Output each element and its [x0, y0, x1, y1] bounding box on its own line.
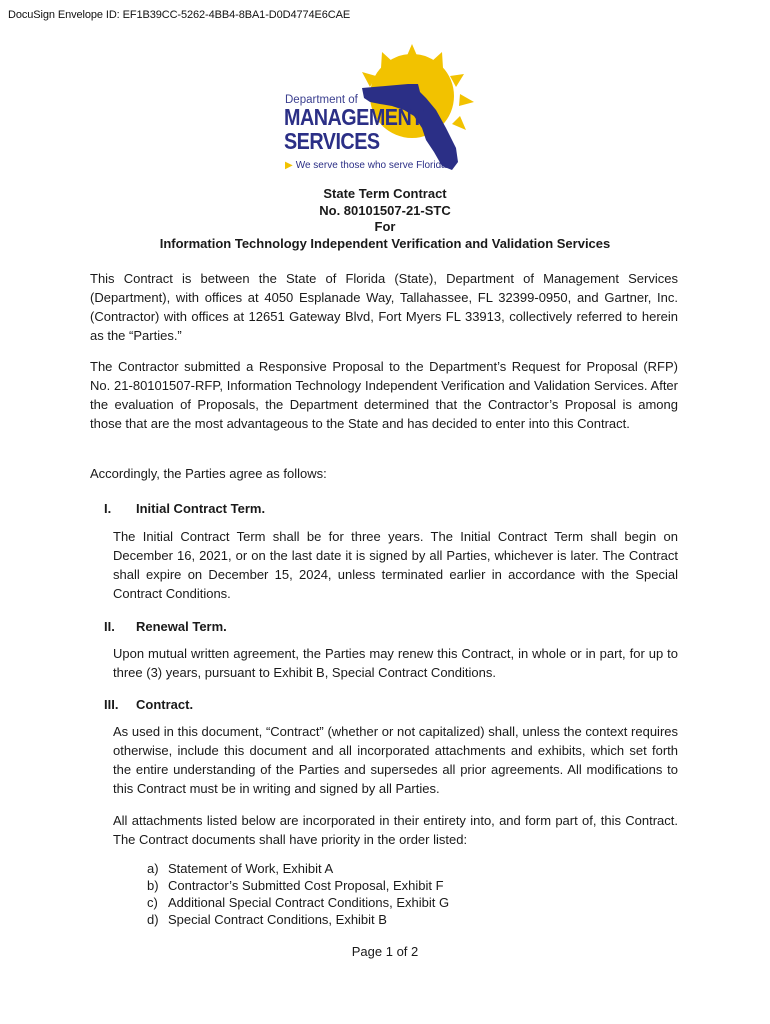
proposal-paragraph: The Contractor submitted a Responsive Proposal to the Department’s Request for Proposal (RFP) No. 21-80101507-RFP, Information Technology Independent Verification and Validation Services. After the evaluation of Proposals, the Department determined that the Contractor’s Proposal is among those that are the most advantageous to the State and has decided to enter into this Contract.: [90, 359, 678, 431]
play-arrow-icon: ▶: [285, 160, 293, 171]
section-2-number: II.: [104, 619, 115, 634]
section-1-body: The Initial Contract Term shall be for three years. The Initial Contract Term shall begin on December 16, 2021, or on the last date it is signed by all Parties, whichever is later. The Contract shall expire on December 15, 2024, unless terminated earlier in accordance with the Special Contract Conditions.: [113, 529, 678, 601]
section-2-title: Renewal Term.: [136, 619, 227, 634]
logo-dept-text: Department of: [285, 94, 358, 106]
logo-management-text: MANAGEMENT: [284, 104, 423, 130]
title-line-3: For: [374, 219, 396, 234]
list-item-text: Statement of Work, Exhibit A: [168, 861, 334, 876]
section-3-body-2: All attachments listed below are incorporated in their entirety into, and form part of, this Contract. The Contract documents shall have priority in the order listed:: [113, 813, 678, 847]
docusign-envelope-id: DocuSign Envelope ID: EF1B39CC-5262-4BB4-8BA1-D0D4774E6CAE: [8, 9, 351, 21]
list-marker: d): [147, 912, 159, 927]
list-marker: b): [147, 878, 159, 893]
list-item: [147, 894, 449, 911]
list-item-text: Additional Special Contract Conditions, Exhibit G: [168, 895, 450, 910]
list-marker: c): [147, 895, 158, 910]
title-line-2: No. 80101507-21-STC: [319, 202, 451, 218]
contract-title: [0, 186, 770, 252]
priority-list: [147, 860, 449, 928]
agreement-paragraph: Accordingly, the Parties agree as follows:: [90, 466, 327, 481]
section-3-body-1: As used in this document, “Contract” (whether or not capitalized) shall, unless the context requires otherwise, include this document and all incorporated attachments and exhibits, which set forth the entire understanding of the Parties and supersedes all prior agreements. All modifications to this Contract must be in writing and signed by all Parties.: [113, 724, 678, 796]
section-1-title: Initial Contract Term.: [136, 501, 266, 516]
logo-tagline-text: We serve those who serve Florida: [295, 160, 447, 171]
page-number: Page 1 of 2: [351, 944, 419, 959]
section-1-number: I.: [104, 501, 112, 516]
list-item-text: Special Contract Conditions, Exhibit B: [168, 912, 387, 927]
list-item: [147, 860, 449, 877]
list-item-text: Contractor’s Submitted Cost Proposal, Exhibit F: [168, 878, 444, 893]
logo-tagline: [285, 160, 447, 171]
logo-services-text: SERVICES: [284, 128, 380, 154]
section-3-title: Contract.: [136, 697, 194, 712]
title-line-4: Information Technology Independent Verification and Validation Services: [159, 235, 611, 251]
section-1-heading: [104, 501, 265, 516]
section-3-heading: [104, 697, 193, 712]
section-2-body: Upon mutual written agreement, the Parties may renew this Contract, in whole or in part, for up to three (3) years, pursuant to Exhibit B, Special Contract Conditions.: [113, 646, 678, 680]
list-item: [147, 911, 449, 928]
list-item: [147, 877, 449, 894]
section-3-number: III.: [104, 697, 119, 712]
intro-paragraph: This Contract is between the State of Florida (State), Department of Management Services (Department), with offices at 4050 Esplanade Way, Tallahassee, FL 32399-0950, and Gartner, Inc. (Contractor) with offices at 12651 Gateway Blvd, Fort Myers FL 33913, collectively referred to herein as the “Parties.”: [90, 271, 678, 343]
title-line-1: State Term Contract: [323, 186, 447, 201]
section-2-heading: [104, 619, 227, 634]
list-marker: a): [147, 861, 159, 876]
